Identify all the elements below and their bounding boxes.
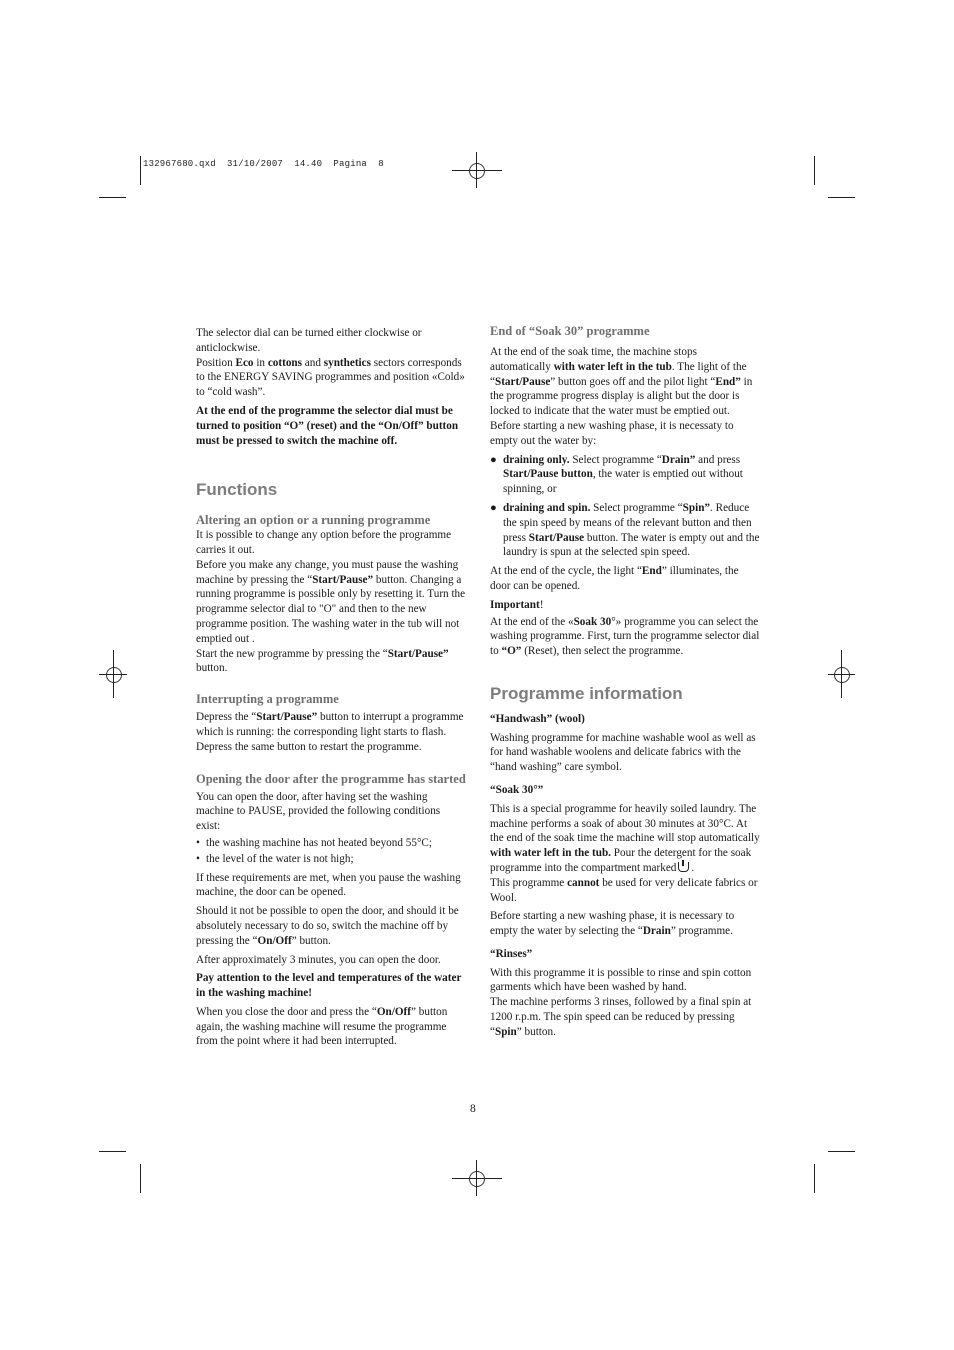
paragraph: Start the new programme by pressing the “Start/Pause” button. <box>196 647 449 675</box>
programme-title: “Rinses” <box>490 947 533 960</box>
paragraph: When you close the door and press the “On/Off” button again, the washing machine will resume the programme from the point where it had been interrupted. <box>196 1005 448 1048</box>
paragraph: Depress the “Start/Pause” button to interrupt a programme which is running: the corresponding light starts to flash. <box>196 711 464 738</box>
list-item: • the washing machine has not heated beyond 55°C; <box>196 836 432 849</box>
print-slug: 132967680.qxd 31/10/2007 14.40 Pagina 8 <box>143 159 384 169</box>
right-column <box>490 323 760 1040</box>
section-title-functions: Functions <box>196 480 278 500</box>
paragraph: Position Eco in cottons and synthetics sectors corresponds to the ENERGY SAVING programmes and position «Cold» to “cold wash”. <box>196 356 465 399</box>
prewash-compartment-icon <box>678 862 689 872</box>
list-item: • the level of the water is not high; <box>196 852 354 865</box>
paragraph: This is a special programme for heavily soiled laundry. The machine performs a soak of about 30 minutes at 30°C. At the end of the soak time the machine will stop automatically with water left in the tub. Pour the detergent for the soak programme into the compartment marked . <box>490 802 760 874</box>
crop-mark <box>814 1164 815 1193</box>
subsection-title: Interrupting a programme <box>196 692 339 707</box>
programme-title: “Soak 30°” <box>490 783 544 796</box>
programme-title: “Handwash” (wool) <box>490 712 585 725</box>
page-number: 8 <box>470 1103 476 1115</box>
crop-mark <box>814 156 815 185</box>
list-item: ● draining and spin. Select programme “Spin”. Reduce the spin speed by means of the relevant button and then press Start/Pause button. The water is empty out and the laundry is spun at the selected spin speed. <box>490 501 760 559</box>
subsection-title: Opening the door after the programme has started <box>196 771 466 786</box>
paragraph: With this programme it is possible to rinse and spin cotton garments which have been washed by hand. <box>490 966 752 994</box>
paragraph: You can open the door, after having set the washing machine to PAUSE, provided the following conditions exist: <box>196 790 441 833</box>
crop-mark <box>140 156 141 185</box>
paragraph: The machine performs 3 rinses, followed by a final spin at 1200 r.p.m. The spin speed can be reduced by pressing “Spin” button. <box>490 996 752 1038</box>
paragraph: If these requirements are met, when you pause the washing machine, the door can be opened. <box>196 871 461 899</box>
paragraph: Depress the same button to restart the programme. <box>196 740 422 753</box>
paragraph: Before you make any change, you must pause the washing machine by pressing the “Start/Pause” button. Changing a running programme is possible only by resetting it. Turn the programme selector dial to "O" and then to the new programme position. The washing water in the tub will not emptied out . <box>196 558 466 645</box>
paragraph: Before starting a new washing phase, it is necessaty to empty out the water by: <box>490 419 734 447</box>
subsection-title: End of “Soak 30” programme <box>490 324 650 338</box>
crop-mark <box>828 1151 855 1152</box>
crop-mark <box>99 1151 126 1152</box>
section-title-programme-information: Programme information <box>490 683 683 703</box>
paragraph: Should it not be possible to open the door, and should it be absolutely necessary to do so, switch the machine off by pressing the “On/Off” button. <box>196 905 459 947</box>
paragraph: It is possible to change any option before the programme carries it out. <box>196 529 452 556</box>
subsection-title: Altering an option or a running programme <box>196 513 431 528</box>
paragraph: At the end of the cycle, the light “End” illuminates, the door can be opened. <box>490 565 739 592</box>
paragraph: At the end of the «Soak 30°» programme you can select the washing programme. First, turn the programme selector dial to “O” (Reset), then select the programme. <box>490 615 760 658</box>
left-column <box>196 326 466 1049</box>
paragraph: Washing programme for machine washable wool as well as for hand washable woolens and delicate fabrics with the “hand washing” care symbol. <box>490 731 756 774</box>
paragraph: Important! <box>490 598 544 611</box>
paragraph: After approximately 3 minutes, you can open the door. <box>196 953 441 966</box>
warning-text: At the end of the programme the selector dial must be turned to position “O” (reset) and the “On/Off” button must be pressed to switch the machine off. <box>196 404 459 447</box>
paragraph: This programme cannot be used for very delicate fabrics or Wool. <box>490 876 758 904</box>
crop-mark <box>140 1164 141 1193</box>
paragraph: Before starting a new washing phase, it is necessary to empty the water by selecting the “Drain” programme. <box>490 910 735 938</box>
list-item: ● draining only. Select programme “Drain” and press Start/Pause button, the water is emptied out without spinning, or <box>490 453 743 496</box>
paragraph: At the end of the soak time, the machine stops automatically with water left in the tub. The light of the “Start/Pause” button goes off and the pilot light “End” in the programme progress display is alight but the door is locked to indicate that the water must be emptied out. <box>490 346 753 418</box>
crop-mark <box>828 197 855 198</box>
paragraph: The selector dial can be turned either clockwise or anticlockwise. <box>196 327 422 354</box>
warning-text: Pay attention to the level and temperatures of the water in the washing machine! <box>196 972 462 1000</box>
crop-mark <box>99 197 126 198</box>
